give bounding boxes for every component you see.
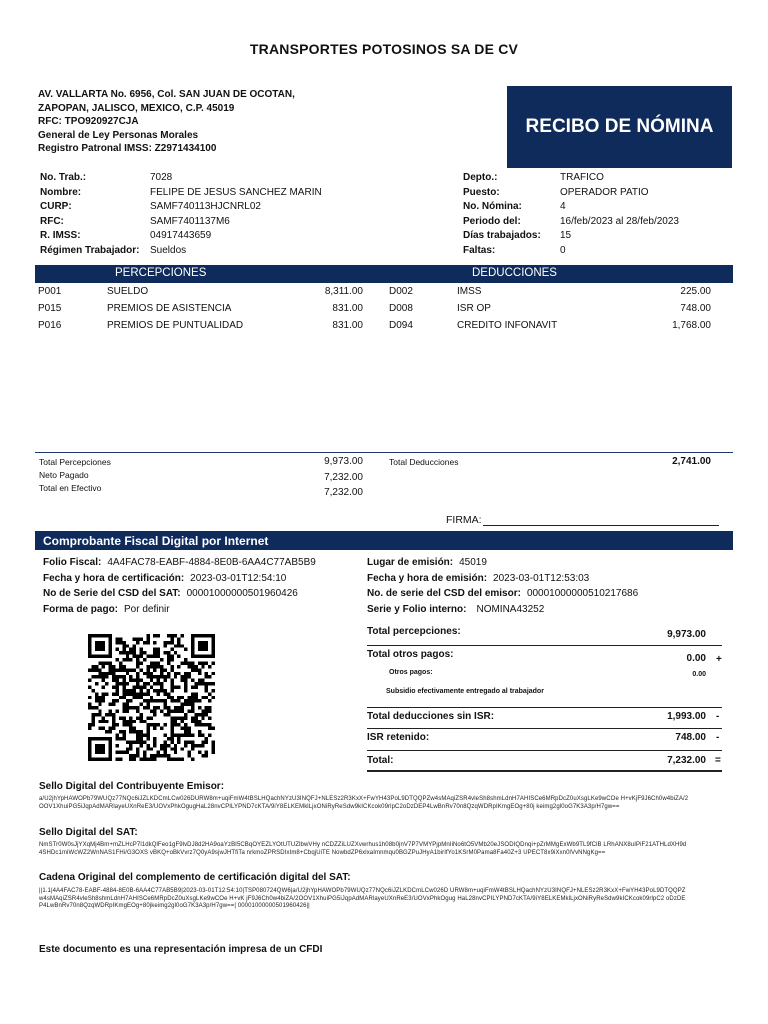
summary-divider: [367, 750, 722, 751]
cadena-original-title: Cadena Original del complemento de certificación digital del SAT:: [39, 872, 351, 883]
field-label: Fecha y hora de emisión:: [367, 572, 488, 584]
field-value: OPERADOR PATIO: [560, 186, 649, 198]
cfdi-field: [367, 571, 638, 587]
cfdi-field: [43, 586, 316, 602]
concept-code: P016: [38, 320, 62, 331]
total-efectivo-value: 7,232.00: [324, 487, 363, 498]
total-deducciones-label: Total Deducciones: [389, 457, 459, 467]
cfdi-field: [367, 586, 638, 602]
field-label: No. Nómina:: [463, 201, 522, 212]
list-item: [38, 283, 366, 300]
minus-sign: -: [716, 711, 720, 722]
employee-field: [463, 229, 753, 244]
list-item: [38, 317, 366, 334]
employee-field: [40, 244, 370, 259]
employee-field: [40, 215, 370, 230]
field-label: Nombre:: [40, 186, 82, 198]
cfdi-info-left: [43, 555, 316, 617]
concept-name: SUELDO: [107, 286, 149, 297]
sello-sat-text: NmSTr0W0sJjYXqMj4Bm+mZLHcP7l1dkQlFeo1gF9lvDJ8d2HA9oaYzBI5CBqOYEZLYOtUTUZlbwVHy nCDZZiLUZXvwrhus1h08b0jnV7P7VMYPjpMnIiNo6tO5VMb20eJSODIQDnqi+pZrMMgExWb9TL9fClB LRhANX8uIPiF21ATHLdXH9d4SHDc1miWcWZ2WnNAS1FHi/G3OXS vBKQ+oBkVvrz7Q0yA9sjwJHTfiTa nrkmoZPRSDIxIm8+CbqjUiTE NowbdZP6xlxaImnmqu0BGZPuJHyA1birIfYo1KSrM0Pama8Fa40Z+3 UPECT8x9iXxn0lVvNNgKg==: [39, 842, 687, 856]
employee-field: [463, 200, 753, 215]
field-value: Por definir: [124, 603, 170, 615]
employee-field: [463, 171, 753, 186]
field-value: 16/feb/2023 al 28/feb/2023: [560, 215, 679, 227]
minus-sign: -: [716, 732, 720, 743]
field-value: 15: [560, 230, 572, 241]
field-value: 04917443659: [150, 230, 212, 241]
concept-amount: 831.00: [332, 320, 363, 331]
field-value: 45019: [459, 557, 487, 569]
otros-pagos-value: 0.00: [692, 671, 706, 678]
field-value: NOMINA43252: [476, 603, 545, 615]
summary-isr-value: 748.00: [675, 732, 706, 743]
regime-line: General de Ley Personas Morales: [38, 129, 199, 141]
total-percepciones-value: 9,973.00: [324, 456, 363, 467]
cadena-original-text: ||1.1|4A4FAC78-EABF-4884-8E0B-6AA4C77AB5B9|2023-03-01T12:54:10|TSP080724QW6|a/U2jhYpHAWOPb79WUQz77NQc6iJZLKDCmLCw026D URW8m+uqiFmW4tBSLHQachNYzU3INQFJ+NLESz2R3KxX+FwYH43PoL9DTQQPZw4sMAqiZSR4vleSh8shmLdnH7AHISCe6MRpDcZ0uXsgLKe9wCOe H+vK jF9J6Ch0w4biZA/2OOV1XhuiPG5iJqpAdMARlayeUXnReE3/UOVxPhkOgug HaL28nvCPILYPND7cKTA/9iY8ELKEMklLjxONiRyReSdw9kICKcok09rlpC2 oDzDEP4LwBnRv70n8QzqWDRpIKmgEOg+80jkeimg2gl0oG7K3A3p/H7gw==| 00001000000501960426||: [39, 888, 686, 910]
employee-info-right: [463, 171, 753, 258]
rfc-line: RFC: TPO920927CJA: [38, 116, 139, 128]
summary-divider: [367, 707, 722, 708]
summary-otros-pagos-label: Total otros pagos:: [367, 649, 454, 660]
totals-left-labels: [39, 456, 111, 495]
field-value: FELIPE DE JESUS SANCHEZ MARIN: [150, 186, 322, 198]
footer-note: Este documento es una representación impresa de un CFDI: [39, 944, 323, 955]
field-value: SAMF7401137M6: [150, 215, 230, 227]
cfdi-field: [367, 555, 638, 571]
totals-left-values: [290, 454, 363, 501]
concept-name: CREDITO INFONAVIT: [457, 320, 558, 331]
concept-amount: 831.00: [332, 303, 363, 314]
recibo-badge: RECIBO DE NÓMINA: [507, 86, 732, 168]
field-label: Depto.:: [463, 172, 498, 183]
concept-amount: 8,311.00: [324, 286, 363, 297]
list-item: [38, 300, 366, 317]
concept-name: PREMIOS DE ASISTENCIA: [107, 303, 232, 314]
cfdi-header-bar: Comprobante Fiscal Digital por Internet: [35, 531, 733, 550]
subsidio-label: Subsidio efectivamente entregado al trabajador: [386, 688, 544, 695]
concept-amount: 748.00: [680, 303, 711, 314]
concept-amount: 225.00: [680, 286, 711, 297]
imss-line: Registro Patronal IMSS: Z2971434100: [38, 143, 217, 155]
firma-label: FIRMA:: [446, 514, 482, 526]
field-value: 2023-03-01T12:53:03: [493, 572, 590, 584]
summary-total-percepciones-label: Total percepciones:: [367, 626, 461, 637]
summary-total-percepciones-value: 9,973.00: [667, 629, 706, 640]
employee-field: [463, 215, 753, 230]
company-address: [38, 88, 295, 156]
employee-field: [463, 186, 753, 201]
concept-code: D002: [389, 286, 413, 297]
percepciones-header: PERCEPCIONES: [115, 267, 207, 279]
equals-sign: =: [715, 755, 721, 766]
field-value: 2023-03-01T12:54:10: [190, 572, 287, 584]
neto-pagado-value: 7,232.00: [324, 471, 363, 483]
total-efectivo-label: Total en Efectivo: [39, 483, 102, 493]
plus-sign: +: [716, 654, 722, 665]
list-item: [389, 300, 711, 317]
field-value: 4: [560, 201, 566, 212]
cfdi-field: [43, 571, 316, 587]
field-value: SAMF740113HJCNRL02: [150, 201, 261, 212]
sello-emisor-text: a/U2jhYpHAWOPb79WUQz77NQc6iJZLKDCmLCw026DURW8m+uqiFmW4tBSLHQachNYzU3INQFJ+NLESz2R3KxX+FwYH43PoL9DTQQPZw4sMAqiZSR4vleSh8shmLdnH7AHISCe6MRpDcZ0uXsgLKe9wCOe H+vKjF9J6Ch0w4biZA/2OOV1XhuiPG5iJqpAdMARlayeUXnReE3/UOVxPhkOgugHaL28nvCPILYPND7cKTA/9iY8ELKEMklLjxONiRyReSdw9kICKcok09rlpC2oDzDEP4LwBnRv70n8QzqWDRpIKmgEOg+80j keimg2gl0oG7K3A3p/H7gw==: [39, 796, 689, 810]
percepciones-list: [38, 283, 366, 334]
field-value: TRAFICO: [560, 172, 604, 183]
field-value: 00001000000510217686: [526, 588, 639, 600]
concept-name: IMSS: [457, 286, 482, 297]
field-value: Sueldos: [150, 244, 187, 256]
field-label: RFC:: [40, 215, 64, 227]
field-label: No. de serie del CSD del emisor:: [367, 588, 521, 600]
summary-total-value: 7,232.00: [667, 755, 706, 766]
field-label: Folio Fiscal:: [43, 557, 102, 569]
field-label: No de Serie del CSD del SAT:: [43, 588, 181, 600]
field-label: Serie y Folio interno:: [367, 603, 467, 615]
summary-divider: [367, 728, 722, 729]
neto-pagado-label: Neto Pagado: [39, 470, 89, 480]
summary-divider: [367, 645, 722, 646]
field-value: 00001000000501960426: [186, 588, 298, 600]
cfdi-field: [367, 602, 638, 618]
list-item: [389, 283, 711, 300]
field-value: 4A4FAC78-EABF-4884-8E0B-6AA4C77AB5B9: [107, 557, 316, 569]
field-value: 7028: [150, 172, 173, 183]
field-label: Régimen Trabajador:: [40, 244, 140, 256]
totals-divider: [35, 452, 733, 453]
deducciones-header: DEDUCCIONES: [472, 267, 557, 279]
field-label: Faltas:: [463, 244, 496, 256]
field-label: Periodo del:: [463, 215, 521, 227]
summary-deducciones-label: Total deducciones sin ISR:: [367, 711, 495, 722]
employee-field: [40, 186, 370, 201]
field-label: R. IMSS:: [40, 230, 81, 241]
field-label: Días trabajados:: [463, 230, 541, 241]
summary-bottom-rule: [367, 770, 722, 772]
employee-field: [40, 200, 370, 215]
field-label: Fecha y hora de certificación:: [43, 572, 185, 584]
deducciones-list: [389, 283, 711, 334]
concept-name: ISR OP: [457, 303, 491, 314]
qr-code-graphic: [88, 634, 215, 761]
qr-code: [88, 634, 215, 761]
cfdi-field: [43, 555, 316, 571]
concept-name: PREMIOS DE PUNTUALIDAD: [107, 320, 244, 331]
field-label: Forma de pago:: [43, 603, 119, 615]
list-item: [389, 317, 711, 334]
sello-emisor-title: Sello Digital del Contribuyente Emisor:: [39, 781, 225, 792]
concept-amount: 1,768.00: [672, 320, 711, 331]
total-deducciones-value: 2,741.00: [672, 456, 711, 467]
concepts-header-bar: [35, 265, 733, 283]
cfdi-field: [43, 602, 316, 618]
concept-code: P015: [38, 303, 62, 314]
otros-pagos-label: Otros pagos:: [389, 669, 433, 676]
summary-isr-label: ISR retenido:: [367, 732, 430, 743]
summary-otros-pagos-value: 0.00: [686, 653, 706, 664]
concept-code: P001: [38, 286, 62, 297]
field-label: CURP:: [40, 201, 72, 212]
field-value: 0: [560, 244, 566, 256]
address-line: ZAPOPAN, JALISCO, MEXICO, C.P. 45019: [38, 102, 235, 114]
concept-code: D094: [389, 320, 413, 331]
field-label: No. Trab.:: [40, 172, 87, 183]
summary-total-label: Total:: [367, 755, 394, 766]
employee-info-left: [40, 171, 370, 258]
employee-field: [463, 244, 753, 259]
total-percepciones-label: Total Percepciones: [39, 457, 111, 467]
employee-field: [40, 171, 370, 186]
concept-code: D008: [389, 303, 413, 314]
sello-sat-title: Sello Digital del SAT:: [39, 827, 138, 838]
field-label: Lugar de emisión:: [367, 557, 454, 569]
company-title: TRANSPORTES POTOSINOS SA DE CV: [249, 41, 519, 57]
address-line: AV. VALLARTA No. 6956, Col. SAN JUAN DE OCOTAN,: [38, 89, 295, 100]
employee-field: [40, 229, 370, 244]
summary-deducciones-value: 1,993.00: [667, 711, 706, 722]
field-label: Puesto:: [463, 186, 500, 198]
cfdi-info-right: [367, 555, 638, 617]
firma-line: [483, 525, 719, 526]
